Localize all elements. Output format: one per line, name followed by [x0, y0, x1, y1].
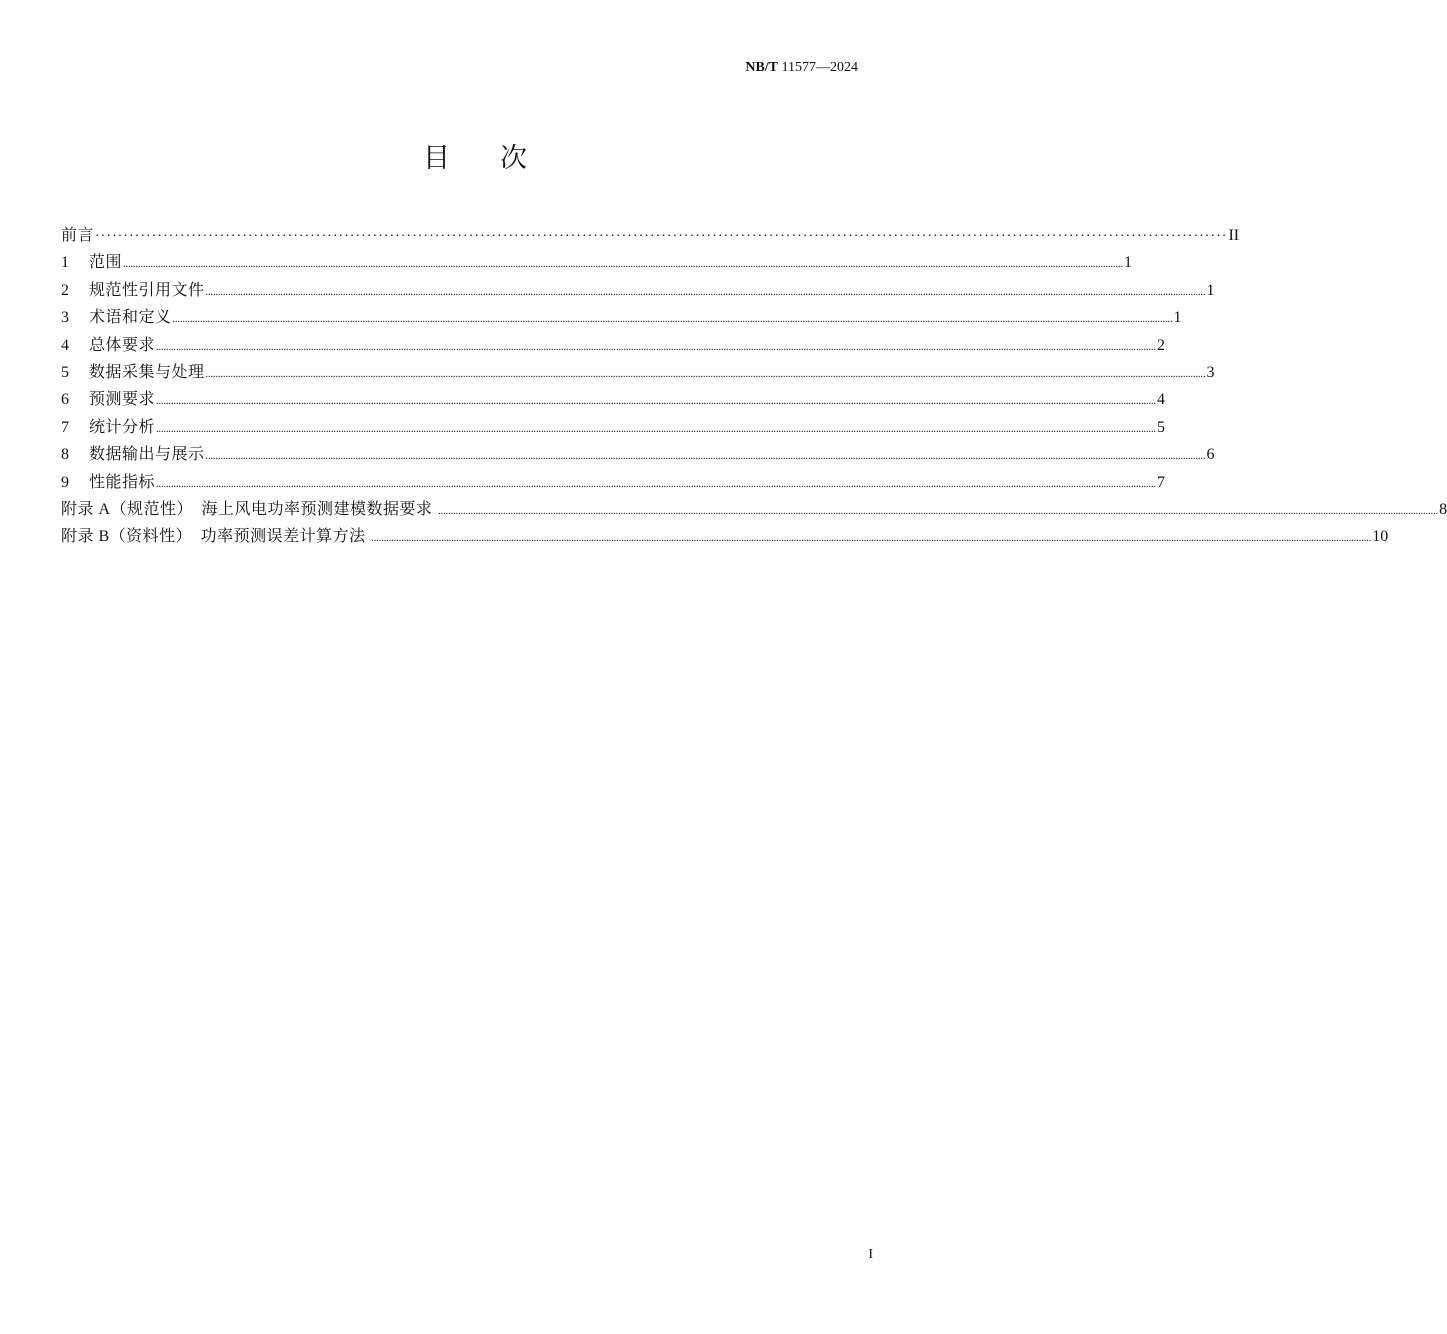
toc-entry-number: 7	[61, 418, 69, 436]
toc-entry-number: 2	[61, 281, 69, 299]
toc-entry-page: 1	[1173, 309, 1182, 327]
toc-leader-dots: ................................................................................................................................................................................................................................................................................................................................................................................................................	[205, 368, 1206, 380]
toc-entry[interactable]	[61, 332, 1166, 359]
toc-entry[interactable]	[61, 304, 1182, 331]
toc-entry-page: 6	[1206, 446, 1215, 464]
toc-leader-dots: ................................................................................................................................................................................................................................................................................................................................................................................................................	[438, 505, 1439, 517]
toc-entry[interactable]	[61, 277, 1215, 304]
page-number: I	[868, 1247, 873, 1262]
toc-leader-dots: ................................................................................................................................................................................................................................................................................................................................................................................................................	[205, 286, 1206, 298]
toc-leader-dots: ................................................................................................................................................................................................................................................................................................................................................................................................................	[205, 451, 1206, 463]
toc-entry-page: 3	[1206, 363, 1215, 381]
toc-entry-label: 前言	[61, 227, 95, 244]
toc-entry-label: 附录 A（规范性） 海上风电功率预测建模数据要求	[61, 500, 438, 518]
toc-leader-dots: ................................................................................................................................................................................................................................................................................................................................................................................................................	[156, 341, 1157, 353]
table-of-contents	[61, 222, 1447, 551]
toc-entry-label: 总体要求	[89, 336, 156, 354]
toc-entry-label: 数据采集与处理	[89, 363, 205, 381]
standard-code-prefix: NB/T	[745, 60, 779, 75]
toc-leader-dots: ................................................................................................................................................................................................................................................................................................................................................................................................................	[156, 423, 1157, 435]
toc-entry-label: 附录 B（资料性） 功率预测误差计算方法	[61, 528, 371, 546]
toc-entry-label: 数据输出与展示	[89, 446, 205, 464]
toc-entry[interactable]	[61, 222, 1240, 249]
toc-entry-number: 1	[61, 254, 69, 272]
toc-entry-number: 8	[61, 446, 69, 464]
toc-entry-label: 性能指标	[89, 473, 156, 491]
toc-entry-label: 范围	[89, 254, 123, 272]
standard-code-number: 11577—2024	[778, 60, 858, 75]
toc-entry[interactable]	[61, 386, 1166, 413]
toc-leader-dots: ................................................................................................................................................................................................................................................................................................................................................................................................................	[156, 396, 1157, 408]
toc-entry[interactable]	[61, 496, 1447, 523]
toc-entry-page: 4	[1157, 391, 1166, 409]
toc-entry-page: 1	[1124, 254, 1133, 272]
toc-entry[interactable]	[61, 523, 1389, 550]
toc-entry-number: 5	[61, 363, 69, 381]
toc-leader-dots: ................................................................................................................................................................................................................................................................................................................................................................................................................	[172, 314, 1173, 326]
toc-entry-label: 预测要求	[89, 391, 156, 409]
toc-title: 目次	[423, 143, 577, 174]
toc-entry-number: 9	[61, 473, 69, 491]
toc-entry[interactable]	[61, 414, 1166, 441]
toc-leader-dots: ................................................................................................................................................................................................................................................................................................................................................................................................................	[123, 259, 1124, 271]
toc-entry-number: 4	[61, 336, 69, 354]
toc-entry[interactable]	[61, 441, 1215, 468]
toc-entry[interactable]	[61, 249, 1133, 276]
toc-entry-number: 6	[61, 391, 69, 409]
toc-entry[interactable]	[61, 359, 1215, 386]
toc-entry-number: 3	[61, 309, 69, 327]
toc-entry-label: 规范性引用文件	[89, 281, 205, 299]
toc-leader-dots: ········································································································································································································	[95, 229, 1228, 244]
toc-entry-label: 术语和定义	[89, 309, 172, 327]
toc-leader-dots: ................................................................................................................................................................................................................................................................................................................................................................................................................	[371, 533, 1372, 545]
toc-entry-page: 1	[1206, 281, 1215, 299]
toc-entry-page: 10	[1372, 528, 1389, 546]
toc-entry-page: 2	[1157, 336, 1166, 354]
toc-leader-dots: ................................................................................................................................................................................................................................................................................................................................................................................................................	[156, 478, 1157, 490]
standard-code	[745, 60, 858, 76]
toc-entry-page: II	[1228, 227, 1240, 244]
toc-entry-label: 统计分析	[89, 418, 156, 436]
toc-entry-page: 7	[1157, 473, 1166, 491]
toc-entry-page: 8	[1439, 500, 1447, 518]
toc-entry[interactable]	[61, 469, 1166, 496]
toc-entry-page: 5	[1157, 418, 1166, 436]
